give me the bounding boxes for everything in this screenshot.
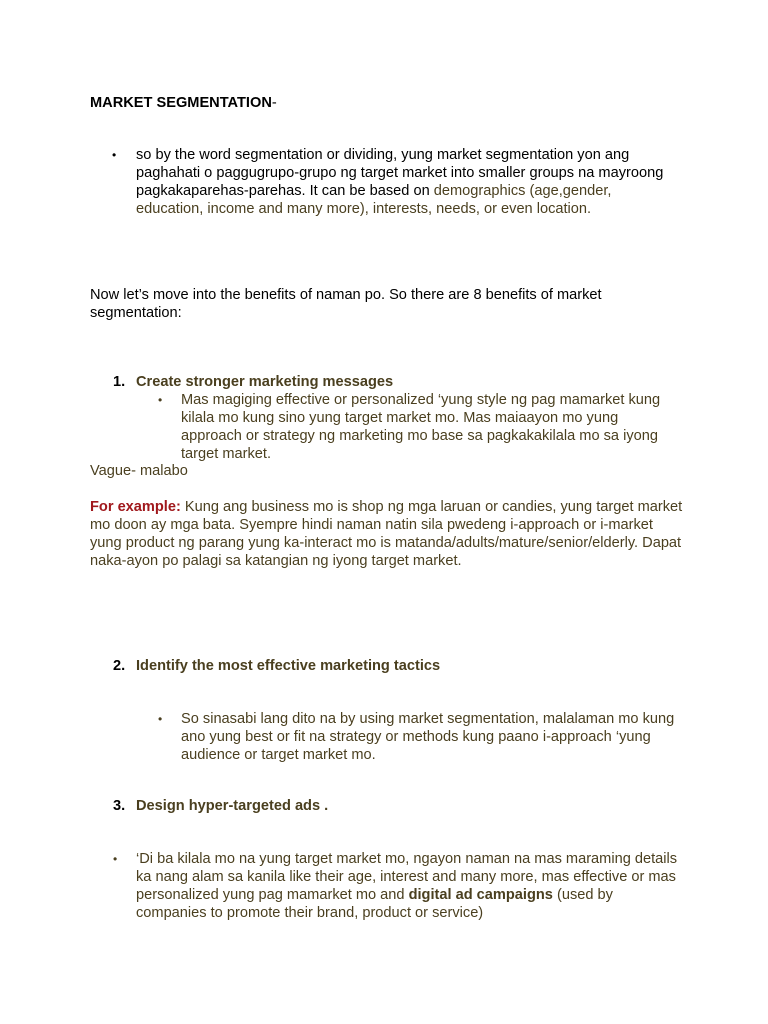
benefit-number: 2. (113, 658, 126, 674)
bullet-icon: • (113, 852, 118, 866)
benefit-description: Mas magiging effective or personalized ‘yung style ng pag mamarket kung kilala mo kung sino yung target market mo. Mas maiaayon mo yung approach or strategy ng marketing mo base sa pagkakakilala mo sa iyong target market. (181, 392, 661, 462)
title-text: MARKET SEGMENTATION (90, 95, 272, 111)
example-label: For example: (90, 499, 181, 515)
intro-text-a: so by the word segmentation or dividing, yung market segmentation yon ang paghahati o paggugrupo-grupo ng target market into smaller groups na mayroong pagkakaparehas-parehas. It can be based on (136, 147, 664, 199)
benefit-title: Design hyper-targeted ads . (136, 798, 329, 814)
bullet-icon: • (158, 393, 163, 407)
benefit-description-b: (used by companies to promote their brand, product or service) (136, 887, 613, 921)
benefit-number: 3. (113, 798, 126, 814)
benefit-title: Identify the most effective marketing tactics (136, 658, 441, 674)
benefit-description: So sinasabi lang dito na by using market segmentation, malalaman mo kung ano yung best or fit na strategy or methods kung paano i-approach ‘yung audience or target market mo. (181, 711, 675, 763)
title-suffix: - (271, 95, 277, 111)
benefit-description-a: ‘Di ba kilala mo na yung target market mo, ngayon naman na mas maraming details ka nang alam sa kanila like their age, interest and many more, mas effective or mas personalized yung pag mamarket mo and (136, 851, 678, 903)
benefit-number: 1. (113, 374, 126, 390)
bullet-icon: • (112, 148, 117, 162)
vocabulary-note: Vague- malabo (90, 463, 188, 479)
benefit-description-bold: digital ad campaigns (408, 887, 553, 903)
bullet-icon: • (158, 712, 163, 726)
intro-bullet-text (136, 146, 676, 218)
example-paragraph (90, 498, 686, 570)
page-title (90, 94, 690, 112)
example-text: Kung ang business mo is shop ng mga laruan or candies, yung target market mo doon ay mga bata. Syempre hindi naman natin sila pwedeng i-approach or i-market yung product ng parang yung ka-interact mo is matanda/adults/mature/senior/elderly. Dapat naka-ayon po palagi sa katangian ng iyong target market. (90, 499, 683, 569)
transition-paragraph: Now let’s move into the benefits of naman po. So there are 8 benefits of market segmentation: (90, 287, 602, 321)
benefit-description (136, 850, 684, 922)
benefit-title: Create stronger marketing messages (136, 374, 394, 390)
intro-text-b: demographics (age,gender, education, income and many more), interests, needs, or even location. (136, 183, 612, 217)
